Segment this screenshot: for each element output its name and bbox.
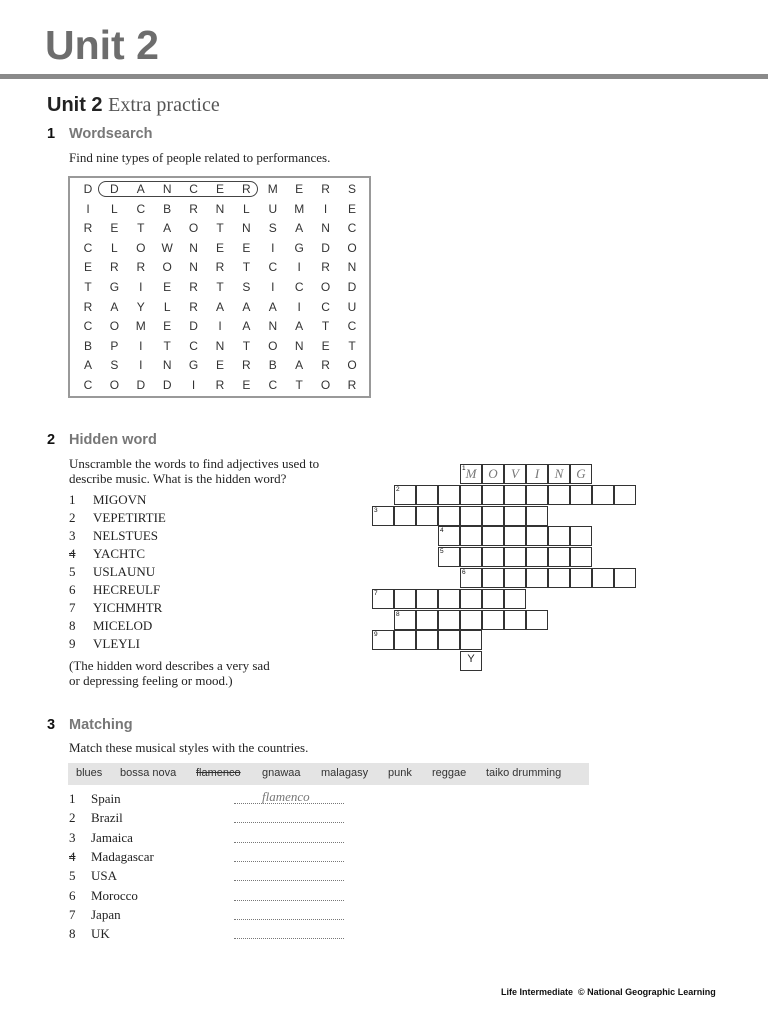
section-label: Wordsearch: [69, 126, 153, 142]
crossword-cell[interactable]: [526, 610, 548, 630]
word-bank-item: punk: [388, 767, 412, 779]
country-name: USA: [91, 868, 118, 884]
wordsearch-letter[interactable]: T: [163, 338, 171, 353]
wordsearch-letter[interactable]: R: [136, 260, 146, 275]
wordsearch-letter[interactable]: N: [347, 260, 357, 275]
scrambled-word: USLAUNU: [93, 564, 156, 579]
wordsearch-letter[interactable]: S: [110, 358, 119, 373]
wordsearch-letter[interactable]: E: [295, 182, 304, 196]
wordsearch-letter[interactable]: I: [139, 358, 143, 373]
wordsearch-letter[interactable]: O: [136, 240, 146, 255]
wordsearch-letter[interactable]: R: [189, 280, 198, 294]
crossword-cell[interactable]: [460, 630, 482, 650]
wordsearch-letter[interactable]: T: [348, 338, 356, 353]
crossword-cell[interactable]: [526, 485, 548, 505]
country-name: Japan: [91, 906, 121, 922]
wordsearch-letter[interactable]: D: [347, 280, 357, 294]
wordsearch-letter[interactable]: N: [215, 201, 225, 216]
crossword-clue-number: 8: [396, 610, 400, 618]
wordsearch-letter[interactable]: N: [268, 319, 278, 334]
wordsearch-letter[interactable]: L: [163, 299, 171, 314]
wordsearch-letter[interactable]: E: [110, 221, 119, 236]
matching-item: [69, 926, 110, 942]
subtitle-unit: Unit 2: [47, 94, 103, 116]
wordsearch-letter[interactable]: I: [271, 240, 275, 255]
wordsearch-letter[interactable]: C: [294, 280, 304, 294]
crossword-cell[interactable]: [482, 526, 504, 546]
wordsearch-letter[interactable]: L: [243, 201, 250, 216]
crossword-clue-number: 2: [396, 485, 400, 493]
wordsearch-letter[interactable]: E: [347, 201, 356, 216]
wordsearch-letter[interactable]: D: [162, 378, 172, 392]
wordsearch-letter[interactable]: I: [86, 201, 90, 216]
item-number: 7: [69, 906, 76, 922]
wordsearch-letter[interactable]: L: [111, 201, 118, 216]
wordsearch-letter[interactable]: I: [139, 338, 143, 353]
note-line: (The hidden word describes a very sad: [69, 658, 270, 673]
wordsearch-letter[interactable]: R: [242, 358, 251, 373]
wordsearch-letter[interactable]: R: [215, 378, 225, 392]
word-bank-item: flamenco: [196, 767, 241, 779]
matching-item: [69, 868, 117, 884]
wordsearch-letter[interactable]: C: [83, 319, 93, 334]
answer-line[interactable]: [234, 900, 344, 901]
matching-item: [69, 791, 121, 807]
wordsearch-letter[interactable]: A: [268, 299, 277, 314]
crossword-cell[interactable]: [504, 506, 526, 526]
section-number: 3: [47, 717, 56, 733]
item-number: 4: [69, 546, 76, 561]
wordsearch-letter[interactable]: O: [188, 221, 199, 236]
wordsearch-letter[interactable]: E: [215, 182, 224, 196]
wordsearch-letter[interactable]: B: [83, 338, 92, 353]
section-number: 1: [47, 126, 56, 142]
item-number: 8: [69, 926, 76, 942]
wordsearch-letter[interactable]: E: [163, 319, 172, 334]
wordsearch-letter[interactable]: R: [83, 299, 93, 314]
wordsearch-letter[interactable]: I: [297, 299, 301, 314]
wordsearch-letter[interactable]: N: [189, 240, 198, 255]
word-bank-item: blues: [76, 767, 103, 779]
unscramble-item: [69, 636, 140, 652]
wordsearch-letter[interactable]: A: [136, 182, 145, 196]
crossword-cell[interactable]: [504, 547, 526, 567]
crossword-cell[interactable]: [548, 485, 570, 505]
crossword-cell[interactable]: [394, 630, 416, 650]
wordsearch-letter[interactable]: R: [189, 299, 198, 314]
wordsearch-letter[interactable]: T: [242, 338, 251, 353]
wordsearch-letter[interactable]: R: [347, 378, 357, 392]
answer-line[interactable]: [234, 822, 344, 823]
crossword-cell[interactable]: [504, 589, 526, 609]
crossword-cell[interactable]: [394, 589, 416, 609]
crossword-cell[interactable]: [482, 589, 504, 609]
section-number: 2: [47, 432, 56, 448]
wordsearch-letter[interactable]: D: [83, 182, 93, 196]
section-2-note: [69, 658, 270, 688]
scrambled-word: VEPETIRTIE: [93, 510, 166, 525]
wordsearch-letter[interactable]: I: [323, 201, 328, 216]
item-number: 6: [69, 887, 76, 903]
scrambled-word: NELSTUES: [93, 528, 158, 543]
crossword-cell[interactable]: [570, 547, 592, 567]
wordsearch-letter[interactable]: W: [161, 240, 173, 255]
crossword-cell[interactable]: [504, 568, 526, 588]
crossword-clue-number: 5: [440, 548, 444, 556]
wordsearch-letter[interactable]: I: [139, 280, 143, 294]
wordsearch-letter[interactable]: R: [321, 182, 330, 196]
crossword-cell[interactable]: [460, 589, 482, 609]
wordsearch-letter[interactable]: T: [216, 280, 224, 294]
item-number: 8: [69, 618, 76, 633]
word-bank-item: reggae: [432, 767, 467, 779]
item-number: 7: [69, 600, 76, 615]
crossword-cell[interactable]: [438, 506, 460, 526]
wordsearch-letter[interactable]: A: [110, 299, 119, 314]
wordsearch-letter[interactable]: O: [320, 378, 331, 392]
wordsearch-letter[interactable]: I: [271, 280, 275, 294]
section-label: Hidden word: [69, 432, 157, 448]
unscramble-item: [69, 528, 158, 544]
item-number: 3: [69, 528, 76, 543]
country-name: Madagascar: [91, 848, 154, 864]
crossword-cell[interactable]: [526, 526, 548, 546]
section-1-heading: [47, 126, 153, 142]
wordsearch-letter[interactable]: C: [189, 182, 198, 196]
crossword-cell[interactable]: [504, 610, 526, 630]
crossword-clue-number: 1: [462, 465, 466, 472]
wordsearch-letter[interactable]: P: [110, 338, 119, 353]
wordsearch-letter[interactable]: G: [188, 358, 199, 373]
matching-item: [69, 888, 138, 904]
crossword-clue-number: 4: [440, 527, 444, 535]
crossword-cell[interactable]: [482, 506, 504, 526]
item-number: 5: [69, 564, 76, 579]
crossword-cell[interactable]: [438, 485, 460, 505]
wordsearch-letter[interactable]: I: [191, 378, 196, 392]
wordsearch-letter[interactable]: Y: [136, 299, 145, 314]
wordsearch-letter[interactable]: U: [268, 201, 278, 216]
crossword-letter: M: [465, 466, 477, 481]
country-name: Jamaica: [91, 829, 133, 845]
wordsearch-letter[interactable]: C: [83, 378, 93, 392]
crossword-cell[interactable]: [504, 485, 526, 505]
crossword-letter: Y: [467, 653, 475, 666]
country-name: Brazil: [91, 810, 123, 826]
item-number: 5: [69, 868, 76, 884]
wordsearch-letter[interactable]: S: [242, 280, 251, 294]
crossword-cell[interactable]: [614, 568, 636, 588]
scrambled-word: HECREULF: [93, 582, 161, 597]
wordsearch-letter[interactable]: B: [268, 358, 277, 373]
unscramble-item: [69, 618, 152, 634]
crossword-letter: G: [576, 466, 586, 481]
wordsearch-letter[interactable]: I: [218, 319, 222, 334]
wordsearch-letter[interactable]: M: [294, 201, 305, 216]
instruction-line: Unscramble the words to find adjectives used to: [69, 456, 320, 471]
crossword-cell[interactable]: [438, 610, 460, 630]
wordsearch-letter[interactable]: S: [347, 182, 356, 196]
unit-title: Unit 2: [45, 22, 159, 68]
wordsearch-letter[interactable]: C: [268, 260, 278, 275]
wordsearch-letter[interactable]: D: [321, 240, 330, 255]
crossword-cell[interactable]: [482, 485, 504, 505]
crossword-cell[interactable]: [460, 547, 482, 567]
wordsearch-letter[interactable]: N: [189, 260, 198, 275]
subtitle-text: Extra practice: [108, 94, 220, 116]
answer-line[interactable]: [234, 861, 344, 862]
crossword-cell[interactable]: [570, 526, 592, 546]
wordsearch-letter[interactable]: A: [242, 299, 251, 314]
wordsearch-letter[interactable]: N: [162, 182, 172, 196]
crossword-cell[interactable]: [570, 568, 592, 588]
wordsearch-letter[interactable]: C: [347, 221, 357, 236]
wordsearch-letter[interactable]: E: [321, 338, 330, 353]
scrambled-word: YACHTC: [93, 546, 146, 561]
matching-item: [69, 849, 154, 865]
wordsearch-letter[interactable]: N: [162, 358, 172, 373]
wordsearch-letter[interactable]: D: [189, 319, 198, 334]
crossword-cell[interactable]: [526, 568, 548, 588]
wordsearch-letter[interactable]: T: [216, 221, 224, 236]
wordsearch-letter[interactable]: N: [294, 338, 304, 353]
wordsearch-letter[interactable]: A: [163, 221, 172, 236]
wordsearch-letter[interactable]: A: [242, 319, 251, 334]
wordsearch-letter[interactable]: O: [320, 280, 331, 294]
matching-item: [69, 907, 121, 923]
footer: [501, 987, 716, 997]
crossword-letter: V: [511, 466, 519, 481]
unscramble-item: [69, 600, 162, 616]
wordsearch-letter[interactable]: N: [242, 221, 251, 236]
crossword-cell[interactable]: [548, 547, 570, 567]
crossword-letter: I: [534, 466, 540, 481]
crossword-letter: O: [488, 466, 498, 481]
crossword-clue-number: 7: [374, 589, 378, 597]
wordsearch-letter[interactable]: C: [83, 240, 93, 255]
item-number: 9: [69, 636, 76, 651]
wordsearch-letter[interactable]: C: [136, 201, 146, 216]
instruction-line: describe music. What is the hidden word?: [69, 471, 287, 486]
wordsearch-letter[interactable]: R: [110, 260, 119, 275]
wordsearch-letter[interactable]: R: [321, 260, 330, 275]
crossword-cell[interactable]: [482, 568, 504, 588]
wordsearch-letter[interactable]: E: [242, 240, 251, 255]
matching-item: [69, 830, 133, 846]
wordsearch-letter[interactable]: M: [135, 319, 146, 334]
wordsearch-letter[interactable]: O: [162, 260, 172, 275]
wordsearch-letter[interactable]: L: [111, 240, 118, 255]
crossword-cell[interactable]: [438, 630, 460, 650]
crossword-cell[interactable]: [416, 589, 438, 609]
crossword-cell[interactable]: [394, 506, 416, 526]
wordsearch-letter[interactable]: T: [137, 221, 145, 236]
unscramble-item: [69, 546, 145, 562]
wordsearch-letter[interactable]: N: [215, 338, 225, 353]
crossword-cell[interactable]: [416, 506, 438, 526]
wordsearch-letter[interactable]: S: [268, 221, 277, 236]
wordsearch-letter[interactable]: A: [295, 319, 304, 334]
wordsearch-letter[interactable]: R: [83, 221, 93, 236]
wordsearch-letter[interactable]: R: [242, 182, 251, 196]
crossword-clue-number: 6: [462, 569, 466, 576]
wordsearch-letter[interactable]: C: [347, 319, 357, 334]
crossword-cell[interactable]: [416, 485, 438, 505]
crossword-cell[interactable]: [460, 526, 482, 546]
crossword-cell[interactable]: [526, 506, 548, 526]
wordsearch-letter[interactable]: C: [268, 378, 278, 392]
crossword-clue-number: 9: [374, 631, 378, 639]
crossword-cell[interactable]: [460, 506, 482, 526]
wordsearch-letter[interactable]: R: [215, 260, 225, 275]
crossword-letter: N: [554, 466, 564, 481]
country-name: UK: [91, 926, 110, 942]
answer-line[interactable]: [234, 880, 344, 881]
crossword-cell[interactable]: [482, 547, 504, 567]
word-bank-item: bossa nova: [120, 767, 177, 779]
section-label: Matching: [69, 717, 133, 733]
wordsearch-letter[interactable]: T: [84, 280, 92, 294]
footer-publisher: © National Geographic Learning: [578, 987, 716, 997]
crossword-cell[interactable]: [460, 485, 482, 505]
crossword-cell[interactable]: [504, 526, 526, 546]
scrambled-word: MICELOD: [93, 618, 153, 633]
answer-line[interactable]: [234, 919, 344, 920]
example-answer: flamenco: [262, 789, 310, 804]
item-number: 2: [69, 810, 76, 826]
wordsearch-letter[interactable]: T: [321, 319, 330, 334]
crossword-cell[interactable]: [438, 589, 460, 609]
crossword-cell[interactable]: [548, 526, 570, 546]
wordsearch-letter[interactable]: G: [109, 280, 120, 294]
item-number: 2: [69, 510, 76, 525]
header-rule: [0, 74, 768, 79]
wordsearch-letter[interactable]: R: [189, 201, 198, 216]
answer-line[interactable]: [234, 842, 344, 843]
wordsearch-letter[interactable]: C: [189, 338, 198, 353]
crossword-cell[interactable]: [460, 610, 482, 630]
section-2-heading: [47, 432, 157, 448]
unscramble-item: [69, 582, 160, 598]
word-bank-item: taiko drumming: [486, 767, 562, 779]
wordsearch-letter[interactable]: E: [215, 240, 224, 255]
wordsearch-letter[interactable]: O: [347, 358, 357, 373]
wordsearch-letter[interactable]: E: [215, 358, 224, 373]
wordsearch-letter[interactable]: A: [295, 358, 304, 373]
unscramble-item: [69, 510, 166, 526]
wordsearch-letter[interactable]: I: [297, 260, 301, 275]
wordsearch-letter[interactable]: N: [321, 221, 330, 236]
item-number: 1: [69, 492, 76, 507]
matching-item: [69, 810, 123, 826]
wordsearch-letter[interactable]: G: [294, 240, 304, 255]
wordsearch-letter[interactable]: U: [347, 299, 357, 314]
word-bank-item: gnawaa: [262, 767, 301, 779]
wordsearch-letter[interactable]: D: [110, 182, 119, 196]
note-line: or depressing feeling or mood.): [69, 673, 233, 688]
wordsearch-letter[interactable]: T: [242, 260, 251, 275]
wordsearch-letter[interactable]: O: [347, 240, 357, 255]
section-2-instruction: [69, 456, 319, 486]
crossword-cell[interactable]: [482, 610, 504, 630]
section-3-heading: [47, 717, 133, 733]
answer-line[interactable]: [234, 938, 344, 939]
scrambled-word: MIGOVN: [93, 492, 147, 507]
page-subtitle: [47, 94, 220, 117]
wordsearch-letter[interactable]: R: [321, 358, 330, 373]
section-3-instruction: Match these musical styles with the countries.: [69, 740, 309, 755]
wordsearch-letter[interactable]: E: [242, 378, 251, 392]
crossword-cell[interactable]: [416, 630, 438, 650]
crossword-cell[interactable]: [526, 547, 548, 567]
wordsearch-letter[interactable]: O: [109, 319, 120, 334]
wordsearch-letter[interactable]: A: [215, 299, 224, 314]
wordsearch-letter[interactable]: D: [136, 378, 146, 392]
wordsearch-letter[interactable]: A: [83, 358, 92, 373]
crossword-cell[interactable]: [548, 568, 570, 588]
footer-book: Life Intermediate: [501, 987, 574, 997]
crossword-cell[interactable]: [416, 610, 438, 630]
wordsearch-letter[interactable]: C: [321, 299, 330, 314]
crossword-cell[interactable]: [592, 485, 614, 505]
unscramble-item: [69, 564, 155, 580]
crossword-cell[interactable]: [592, 568, 614, 588]
wordsearch-letter[interactable]: E: [83, 260, 92, 275]
item-number: 3: [69, 829, 76, 845]
word-bank-item: malagasy: [321, 767, 369, 779]
crossword-cell[interactable]: [570, 485, 592, 505]
wordsearch-letter[interactable]: O: [268, 338, 278, 353]
wordsearch-letter[interactable]: A: [295, 221, 304, 236]
scrambled-word: VLEYLI: [93, 636, 140, 651]
country-name: Spain: [91, 791, 121, 806]
scrambled-word: YICHMHTR: [93, 600, 163, 615]
wordsearch-letter[interactable]: B: [163, 201, 172, 216]
section-1-instruction: Find nine types of people related to performances.: [69, 150, 331, 165]
crossword-cell[interactable]: [614, 485, 636, 505]
wordsearch-letter[interactable]: T: [295, 378, 303, 392]
wordsearch-letter[interactable]: O: [109, 378, 120, 392]
item-number: 6: [69, 582, 76, 597]
found-word-circle: [98, 181, 258, 197]
item-number: 4: [69, 848, 76, 864]
crossword-clue-number: 3: [374, 506, 378, 514]
item-number: 1: [69, 791, 76, 806]
unscramble-item: [69, 492, 146, 508]
country-name: Morocco: [91, 887, 138, 903]
wordsearch-letter[interactable]: E: [163, 280, 172, 294]
wordsearch-letter[interactable]: M: [267, 182, 278, 196]
